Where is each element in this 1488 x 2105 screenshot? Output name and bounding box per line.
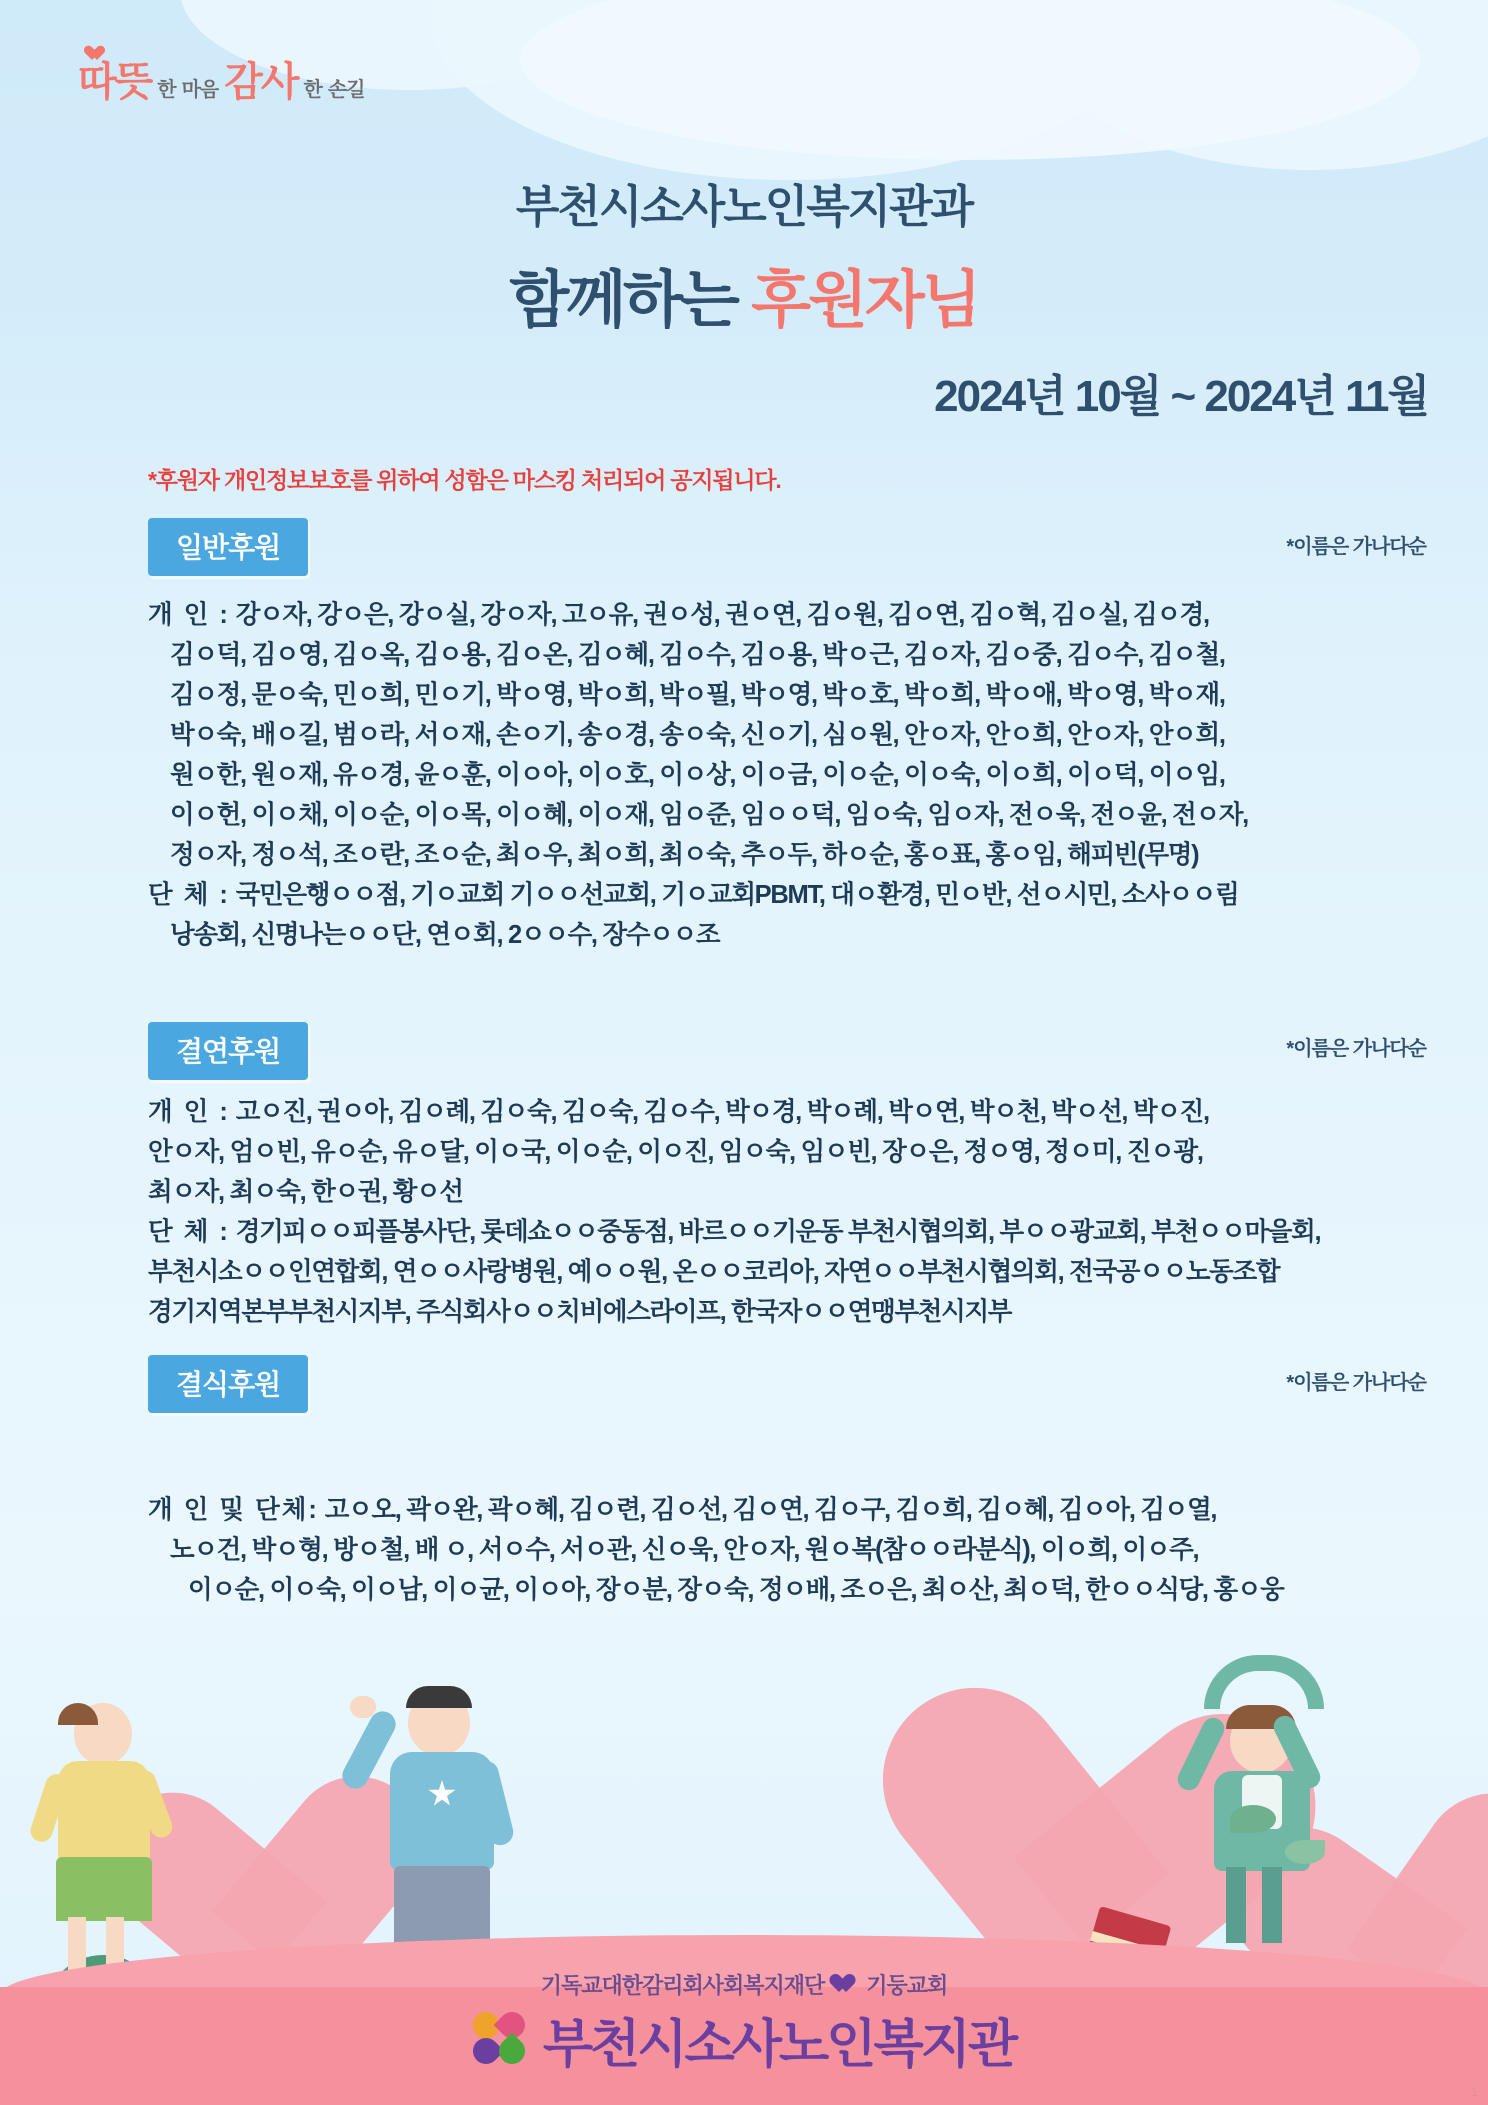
group-line: 부천시소ㅇㅇ인연합회, 연ㅇㅇ사랑병원, 예ㅇㅇ원, 온ㅇㅇ코리아, 자연ㅇㅇ부천시협의회, 전국공ㅇㅇ노동조합 [148,1258,1280,1286]
individual-line: 박ㅇ숙, 배ㅇ길, 범ㅇ라, 서ㅇ재, 손ㅇ기, 송ㅇ경, 송ㅇ숙, 신ㅇ기, 심ㅇ원, 안ㅇ자, 안ㅇ희, 안ㅇ자, 안ㅇ희, [170,721,1225,749]
individual-line: 김ㅇ덕, 김ㅇ영, 김ㅇ옥, 김ㅇ용, 김ㅇ온, 김ㅇ혜, 김ㅇ수, 김ㅇ용, 박ㅇ근, 김ㅇ자, 김ㅇ중, 김ㅇ수, 김ㅇ철, [170,641,1225,669]
section-label-general: 일반후원 [148,518,308,576]
heart-icon [834,1975,856,1995]
individual-line: 고ㅇ오, 곽ㅇ완, 곽ㅇ혜, 김ㅇ련, 김ㅇ선, 김ㅇ연, 김ㅇ구, 김ㅇ희, 김ㅇ혜, 김ㅇ아, 김ㅇ열, [324,1496,1217,1524]
privacy-notice: *후원자 개인정보보호를 위하여 성함은 마스킹 처리되어 공지됩니다. [148,467,781,493]
section-body-linked [148,1092,1348,1332]
individual-line: 이ㅇ헌, 이ㅇ채, 이ㅇ순, 이ㅇ목, 이ㅇ혜, 이ㅇ재, 임ㅇ준, 임ㅇㅇ덕, 임ㅇ숙, 임ㅇ자, 전ㅇ욱, 전ㅇ윤, 전ㅇ자, [170,801,1248,829]
page-subtitle: 부천시소사노인복지관과 [515,181,973,232]
heart-icon [88,46,104,62]
footer-logo-top-row [541,1969,948,2000]
center-name: 부천시소사노인복지관 [542,2016,1016,2074]
group-line: 경기피ㅇㅇ피플봉사단, 롯데쇼ㅇㅇ중동점, 바르ㅇㅇ기운동 부천시협의회, 부ㅇㅇ광교회, 부천ㅇㅇ마을회, [235,1218,1321,1246]
section-label-meal: 결식후원 [148,1355,308,1413]
logo-word-heart: 마음 [181,79,219,101]
period-label: 2024년 10월 ~ 2024년 11월 [934,372,1428,421]
campaign-logo [78,62,365,102]
individual-line: 강ㅇ자, 강ㅇ은, 강ㅇ실, 강ㅇ자, 고ㅇ유, 권ㅇ성, 권ㅇ연, 김ㅇ원, 김ㅇ연, 김ㅇ혁, 김ㅇ실, 김ㅇ경, [235,601,1209,629]
footer-logo-main-row [473,2002,1015,2077]
order-note-general: *이름은 가나다순 [1286,536,1426,558]
individual-line: 원ㅇ한, 원ㅇ재, 유ㅇ경, 윤ㅇ훈, 이ㅇ아, 이ㅇ호, 이ㅇ상, 이ㅇ금, 이ㅇ순, 이ㅇ숙, 이ㅇ희, 이ㅇ덕, 이ㅇ임, [170,761,1225,789]
logo-word-hand: 손길 [327,79,365,101]
person-illustration-woman-right [1168,1655,1358,1955]
section-label-linked: 결연후원 [148,1022,308,1080]
page-number: 1 [1470,2084,1478,2099]
logo-word-warm-suffix: 한 [157,79,176,101]
order-note-linked: *이름은 가나다순 [1286,1038,1426,1060]
individual-label-linked: 개 인 : [148,1098,230,1126]
group-line: 경기지역본부부천시지부, 주식회사ㅇㅇ치비에스라이프, 한국자ㅇㅇ연맹부천시지부 [148,1298,1012,1326]
foundation-name: 기독교대한감리회사회복지재단 [540,1973,825,1998]
individual-label-meal: 개 인 및 단체: [148,1496,319,1524]
section-body-general [148,595,1348,955]
page-title-plain: 함께하는 [509,266,752,335]
logo-word-thanks-suffix: 한 [303,79,322,101]
individual-line: 고ㅇ진, 권ㅇ아, 김ㅇ례, 김ㅇ숙, 김ㅇ숙, 김ㅇ수, 박ㅇ경, 박ㅇ례, 박ㅇ연, 박ㅇ천, 박ㅇ선, 박ㅇ진, [235,1098,1209,1126]
individual-line: 정ㅇ자, 정ㅇ석, 조ㅇ란, 조ㅇ순, 최ㅇ우, 최ㅇ희, 최ㅇ숙, 추ㅇ두, 하ㅇ순, 홍ㅇ표, 홍ㅇ임, 해피빈(무명) [170,841,1199,869]
individual-line: 노ㅇ건, 박ㅇ형, 방ㅇ철, 배 ㅇ, 서ㅇ수, 서ㅇ관, 신ㅇ욱, 안ㅇ자, 원ㅇ복(참ㅇㅇ라분식), 이ㅇ희, 이ㅇ주, [170,1536,1199,1564]
page-title-accent: 후원자님 [751,266,979,335]
order-note-meal: *이름은 가나다순 [1286,1372,1426,1394]
individual-line: 김ㅇ정, 문ㅇ숙, 민ㅇ희, 민ㅇ기, 박ㅇ영, 박ㅇ희, 박ㅇ필, 박ㅇ영, 박ㅇ호, 박ㅇ희, 박ㅇ애, 박ㅇ영, 박ㅇ재, [170,681,1225,709]
page-title [0,250,1488,339]
logo-word-thanks: 감사 [224,60,298,104]
individual-line: 안ㅇ자, 엄ㅇ빈, 유ㅇ순, 유ㅇ달, 이ㅇ국, 이ㅇ순, 이ㅇ진, 임ㅇ숙, 임ㅇ빈, 장ㅇ은, 정ㅇ영, 정ㅇ미, 진ㅇ광, [148,1138,1203,1166]
logo-word-warm: 따뜻 [78,60,152,104]
church-name: 기둥교회 [866,1973,948,1998]
pinwheel-icon [473,2012,529,2068]
group-line: 낭송회, 신명나는ㅇㅇ단, 연ㅇ회, 2ㅇㅇ수, 장수ㅇㅇ조 [170,921,720,949]
footer-logo [0,1969,1488,2077]
group-label-linked: 단 체 : [148,1218,230,1246]
individual-line: 이ㅇ순, 이ㅇ숙, 이ㅇ남, 이ㅇ균, 이ㅇ아, 장ㅇ분, 장ㅇ숙, 정ㅇ배, 조ㅇ은, 최ㅇ산, 최ㅇ덕, 한ㅇㅇ식당, 홍ㅇ웅 [188,1576,1284,1604]
group-line: 국민은행ㅇㅇ점, 기ㅇ교회 기ㅇㅇ선교회, 기ㅇ교회PBMT, 대ㅇ환경, 민ㅇ반, 선ㅇ시민, 소사ㅇㅇ림 [235,881,1239,909]
person-illustration-woman-left [30,1685,200,1985]
group-label-general: 단 체 : [148,881,230,909]
individual-label-general: 개 인 : [148,601,230,629]
individual-line: 최ㅇ자, 최ㅇ숙, 한ㅇ권, 황ㅇ선 [148,1178,463,1206]
